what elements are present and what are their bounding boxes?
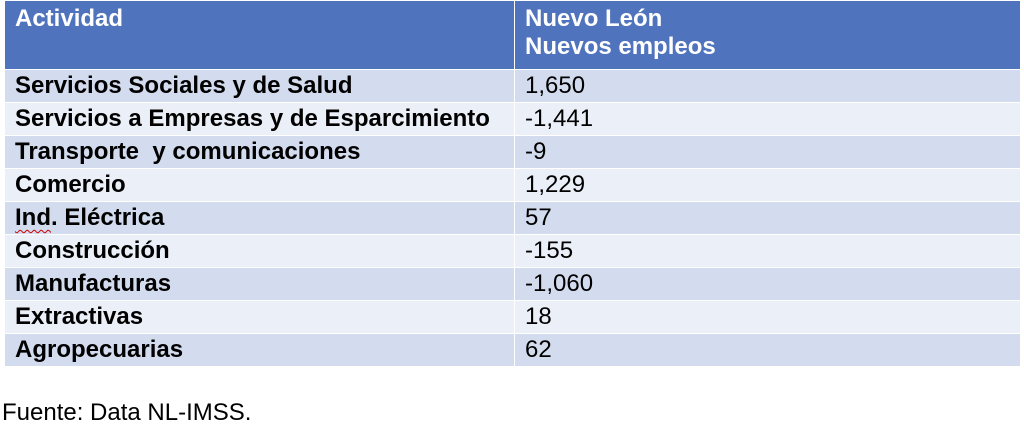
row-valor: 1,650 bbox=[515, 70, 1021, 103]
row-actividad bbox=[5, 202, 515, 235]
row-valor: -9 bbox=[515, 136, 1021, 169]
header-nuevo-leon bbox=[515, 1, 1021, 70]
row-actividad: Servicios Sociales y de Salud bbox=[5, 70, 515, 103]
header-metric: Nuevos empleos bbox=[525, 33, 716, 60]
row-actividad-rest: . Eléctrica bbox=[51, 204, 165, 231]
row-valor: 57 bbox=[515, 202, 1021, 235]
row-valor: 62 bbox=[515, 334, 1021, 367]
table-row bbox=[5, 268, 1021, 301]
header-region: Nuevo León bbox=[525, 5, 663, 32]
row-valor: -155 bbox=[515, 235, 1021, 268]
row-actividad: Construcción bbox=[5, 235, 515, 268]
row-valor: -1,060 bbox=[515, 268, 1021, 301]
table-row bbox=[5, 70, 1021, 103]
row-valor: 18 bbox=[515, 301, 1021, 334]
row-actividad: Extractivas bbox=[5, 301, 515, 334]
table-row bbox=[5, 169, 1021, 202]
source-note: Fuente: Data NL-IMSS. bbox=[2, 399, 252, 426]
table-row bbox=[5, 136, 1021, 169]
table-row bbox=[5, 334, 1021, 367]
row-actividad: Transporte y comunicaciones bbox=[5, 136, 515, 169]
row-actividad: Servicios a Empresas y de Esparcimiento bbox=[5, 103, 515, 136]
table-row bbox=[5, 235, 1021, 268]
header-row bbox=[5, 1, 1021, 70]
row-valor: -1,441 bbox=[515, 103, 1021, 136]
row-actividad: Agropecuarias bbox=[5, 334, 515, 367]
row-actividad: Manufacturas bbox=[5, 268, 515, 301]
header-actividad: Actividad bbox=[5, 1, 515, 70]
table-row bbox=[5, 103, 1021, 136]
row-actividad: Comercio bbox=[5, 169, 515, 202]
table-row bbox=[5, 202, 1021, 235]
spellcheck-word: Ind bbox=[15, 204, 51, 231]
employment-table bbox=[4, 0, 1021, 367]
table-row bbox=[5, 301, 1021, 334]
row-valor: 1,229 bbox=[515, 169, 1021, 202]
